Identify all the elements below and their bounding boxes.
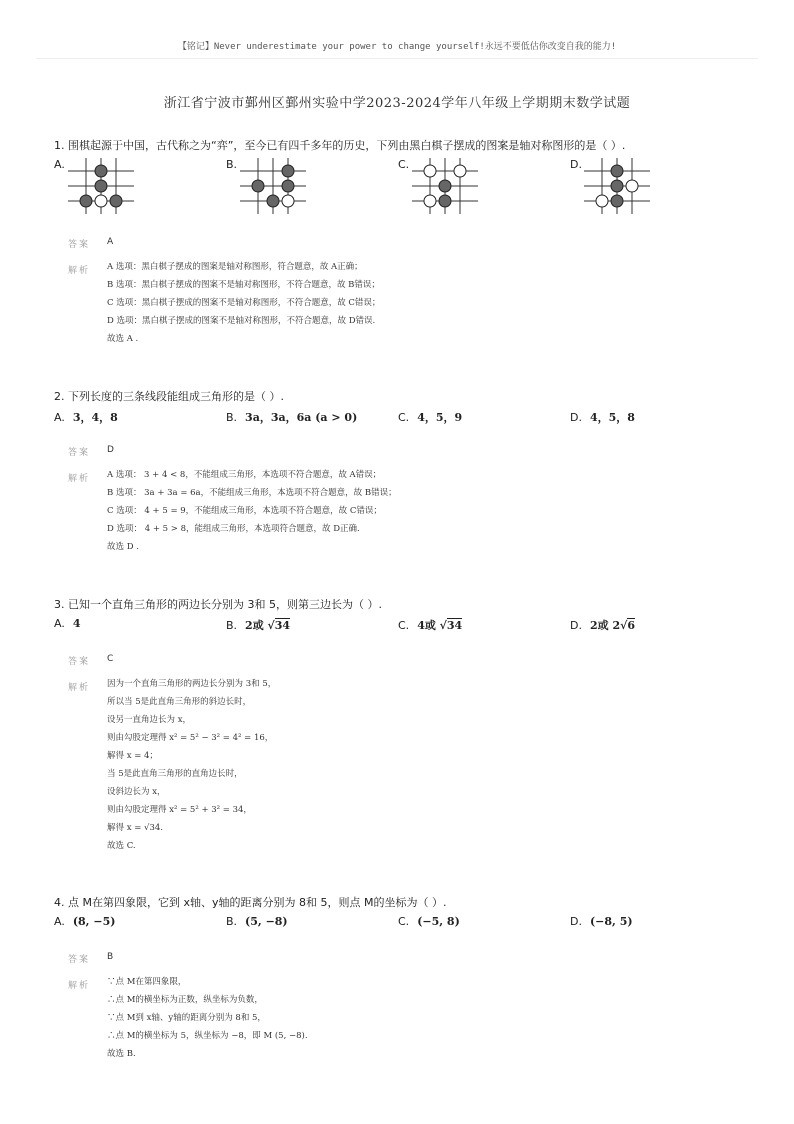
q1-option-d[interactable]: D. xyxy=(570,158,582,171)
q1-option-a[interactable]: A. xyxy=(54,158,65,171)
black-stone xyxy=(95,165,107,177)
black-stone xyxy=(252,180,264,192)
black-stone xyxy=(267,195,279,207)
white-stone xyxy=(282,195,294,207)
black-stone xyxy=(611,180,623,192)
q2-solution: A 选项： 3 + 4 < 8，不能组成三角形，本选项不符合题意，故 A错误； B 选项： 3a + 3a = 6a，不能组成三角形，本选项不符合题意，故 B错误； C 选项： 4 + 5 = 9，不能组成三角形，本选项不符合题意，故 C错误； D 选项： 4 + 5 > 8，能组成三角形，本选项符合题意，故 D正确. 故选 D . xyxy=(107,470,397,552)
q3-stem: 3. 已知一个直角三角形的两边长分别为 3和 5，则第三边长为（ ）. xyxy=(54,598,382,611)
header-motto: 【铭记】Never underestimate your power to change yourself!永远不要低估你改变自我的能力! xyxy=(177,42,617,52)
q3-option-b[interactable]: B. 2或 √34 xyxy=(226,619,291,632)
q4-option-c[interactable]: C. (−5, 8) xyxy=(398,915,460,928)
q3-solution: 因为一个直角三角形的两边长分别为 3和 5， 所以当 5是此直角三角形的斜边长时， 设另一直角边长为 x， 则由勾股定理得 x² = 5² − 3² = 4² = 16， 解得 x = 4； 当 5是此直角三角形的直角边长时， 设斜边长为 x， 则由勾股定理得 x² = 5² + 3² = 34， 解得 x = √34. 故选 C. xyxy=(107,679,277,851)
white-stone xyxy=(424,195,436,207)
q3-option-a[interactable]: A. 4 xyxy=(54,617,81,630)
black-stone xyxy=(282,180,294,192)
q3-option-d[interactable]: D. 2或 2√6 xyxy=(570,619,635,632)
q4-analysis-label: 解析 xyxy=(68,981,91,991)
q2-answer-label: 答案 xyxy=(68,448,91,458)
black-stone xyxy=(439,180,451,192)
q1-solution: A 选项：黑白棋子摆成的图案是轴对称图形，符合题意，故 A正确； B 选项：黑白棋子摆成的图案不是轴对称图形，不符合题意，故 B错误； C 选项：黑白棋子摆成的图案不是轴对称图形，不符合题意，故 C错误； D 选项：黑白棋子摆成的图案不是轴对称图形，不符合题意，故 D错误. 故选 A . xyxy=(107,262,381,344)
white-stone xyxy=(454,165,466,177)
white-stone xyxy=(424,165,436,177)
q3-answer: C xyxy=(107,654,114,664)
black-stone xyxy=(611,165,623,177)
go-board-b xyxy=(240,158,306,214)
black-stone xyxy=(611,195,623,207)
q2-option-d[interactable]: D. 4，5，8 xyxy=(570,411,635,424)
q2-option-a[interactable]: A. 3，4，8 xyxy=(54,411,118,424)
q1-stem: 1. 围棋起源于中国，古代称之为“弈”，至今已有四千多年的历史，下列由黑白棋子摆成的图案是轴对称图形的是（ ）. xyxy=(54,139,626,152)
q4-option-a[interactable]: A. (8, −5) xyxy=(54,915,116,928)
q2-option-b[interactable]: B. 3a，3a，6a (a > 0) xyxy=(226,411,358,424)
q4-option-b[interactable]: B. (5, −8) xyxy=(226,915,288,928)
black-stone xyxy=(110,195,122,207)
q1-option-c[interactable]: C. xyxy=(398,158,410,171)
q1-option-b[interactable]: B. xyxy=(226,158,238,171)
black-stone xyxy=(95,180,107,192)
go-board-d xyxy=(584,158,650,214)
q2-stem: 2. 下列长度的三条线段能组成三角形的是（ ）. xyxy=(54,390,284,403)
q4-stem: 4. 点 M在第四象限，它到 x轴、y轴的距离分别为 8和 5，则点 M的坐标为（ ）. xyxy=(54,896,447,909)
q4-option-d[interactable]: D. (−8, 5) xyxy=(570,915,633,928)
q4-solution: ∵点 M在第四象限， ∴点 M的横坐标为正数，纵坐标为负数， ∵点 M到 x轴、y轴的距离分别为 8和 5， ∴点 M的横坐标为 5，纵坐标为 −8，即 M (5, −8). 故选 B. xyxy=(107,977,308,1059)
q1-answer: A xyxy=(107,237,114,247)
q4-answer-label: 答案 xyxy=(68,955,91,965)
white-stone xyxy=(596,195,608,207)
q1-answer-label: 答案 xyxy=(68,240,91,250)
q2-option-c[interactable]: C. 4，5，9 xyxy=(398,411,463,424)
white-stone xyxy=(626,180,638,192)
page-title: 浙江省宁波市鄞州区鄞州实验中学2023-2024学年八年级上学期期末数学试题 xyxy=(163,96,631,111)
q2-analysis-label: 解析 xyxy=(68,474,91,484)
go-board-a xyxy=(68,158,134,214)
q1-analysis-label: 解析 xyxy=(68,266,91,276)
q3-answer-label: 答案 xyxy=(68,657,91,667)
q3-analysis-label: 解析 xyxy=(68,683,91,693)
q4-answer: B xyxy=(107,952,114,962)
header-divider xyxy=(36,58,758,59)
go-boards xyxy=(0,158,794,214)
q2-answer: D xyxy=(107,445,114,455)
black-stone xyxy=(80,195,92,207)
go-board-c xyxy=(412,158,478,214)
black-stone xyxy=(439,195,451,207)
q3-option-c[interactable]: C. 4或 √34 xyxy=(398,619,463,632)
black-stone xyxy=(282,165,294,177)
white-stone xyxy=(95,195,107,207)
